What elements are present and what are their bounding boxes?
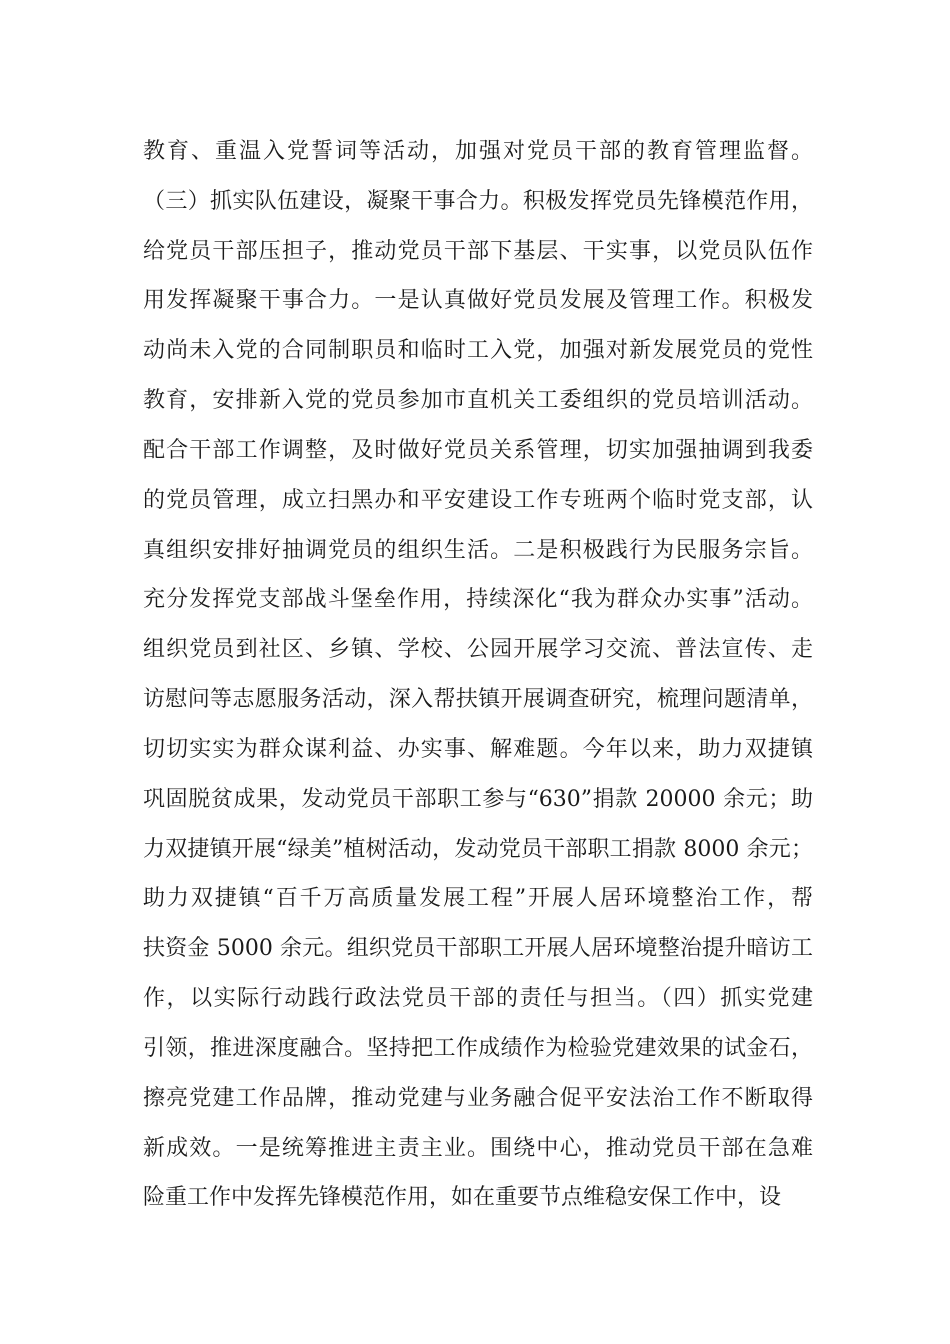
- text-line-14: 巩固脱贫成果，发动党员干部职工参与“630”捐款 20000 余元；助: [143, 787, 813, 812]
- text-line-12: 访慰问等志愿服务活动，深入帮扶镇开展调查研究，梳理问题清单，: [143, 687, 813, 712]
- text-line-13: 切切实实为群众谋利益、办实事、解难题。今年以来，助力双捷镇: [143, 737, 813, 762]
- text-line-8: 的党员管理，成立扫黑办和平安建设工作专班两个临时党支部，认: [143, 488, 813, 513]
- text-line-3: 给党员干部压担子，推动党员干部下基层、干实事，以党员队伍作: [143, 239, 813, 264]
- text-line-4: 用发挥凝聚干事合力。一是认真做好党员发展及管理工作。积极发: [143, 288, 813, 313]
- text-line-18: 作，以实际行动践行政法党员干部的责任与担当。（四）抓实党建: [143, 986, 813, 1011]
- text-line-10: 充分发挥党支部战斗堡垒作用，持续深化“我为群众办实事”活动。: [143, 587, 813, 612]
- text-line-11: 组织党员到社区、乡镇、学校、公园开展学习交流、普法宣传、走: [143, 637, 813, 662]
- text-line-16: 助力双捷镇“百千万高质量发展工程”开展人居环境整治工作，帮: [143, 886, 813, 911]
- text-line-5: 动尚未入党的合同制职员和临时工入党，加强对新发展党员的党性: [143, 338, 813, 363]
- text-line-1: 教育、重温入党誓词等活动，加强对党员干部的教育管理监督。: [143, 139, 813, 164]
- text-line-22: 险重工作中发挥先锋模范作用，如在重要节点维稳安保工作中，设: [143, 1185, 782, 1210]
- text-line-9: 真组织安排好抽调党员的组织生活。二是积极践行为民服务宗旨。: [143, 538, 813, 563]
- text-line-2: （三）抓实队伍建设，凝聚干事合力。积极发挥党员先锋模范作用，: [143, 189, 813, 214]
- text-line-21: 新成效。一是统筹推进主责主业。围绕中心，推动党员干部在急难: [143, 1136, 813, 1161]
- text-line-19: 引领，推进深度融合。坚持把工作成绩作为检验党建效果的试金石，: [143, 1036, 813, 1061]
- text-line-6: 教育，安排新入党的党员参加市直机关工委组织的党员培训活动。: [143, 388, 813, 413]
- text-line-15: 力双捷镇开展“绿美”植树活动，发动党员干部职工捐款 8000 余元；: [143, 837, 813, 862]
- text-line-7: 配合干部工作调整，及时做好党员关系管理，切实加强抽调到我委: [143, 438, 813, 463]
- text-line-20: 擦亮党建工作品牌，推动党建与业务融合促平安法治工作不断取得: [143, 1086, 813, 1111]
- text-line-17: 扶资金 5000 余元。组织党员干部职工开展人居环境整治提升暗访工: [143, 936, 813, 961]
